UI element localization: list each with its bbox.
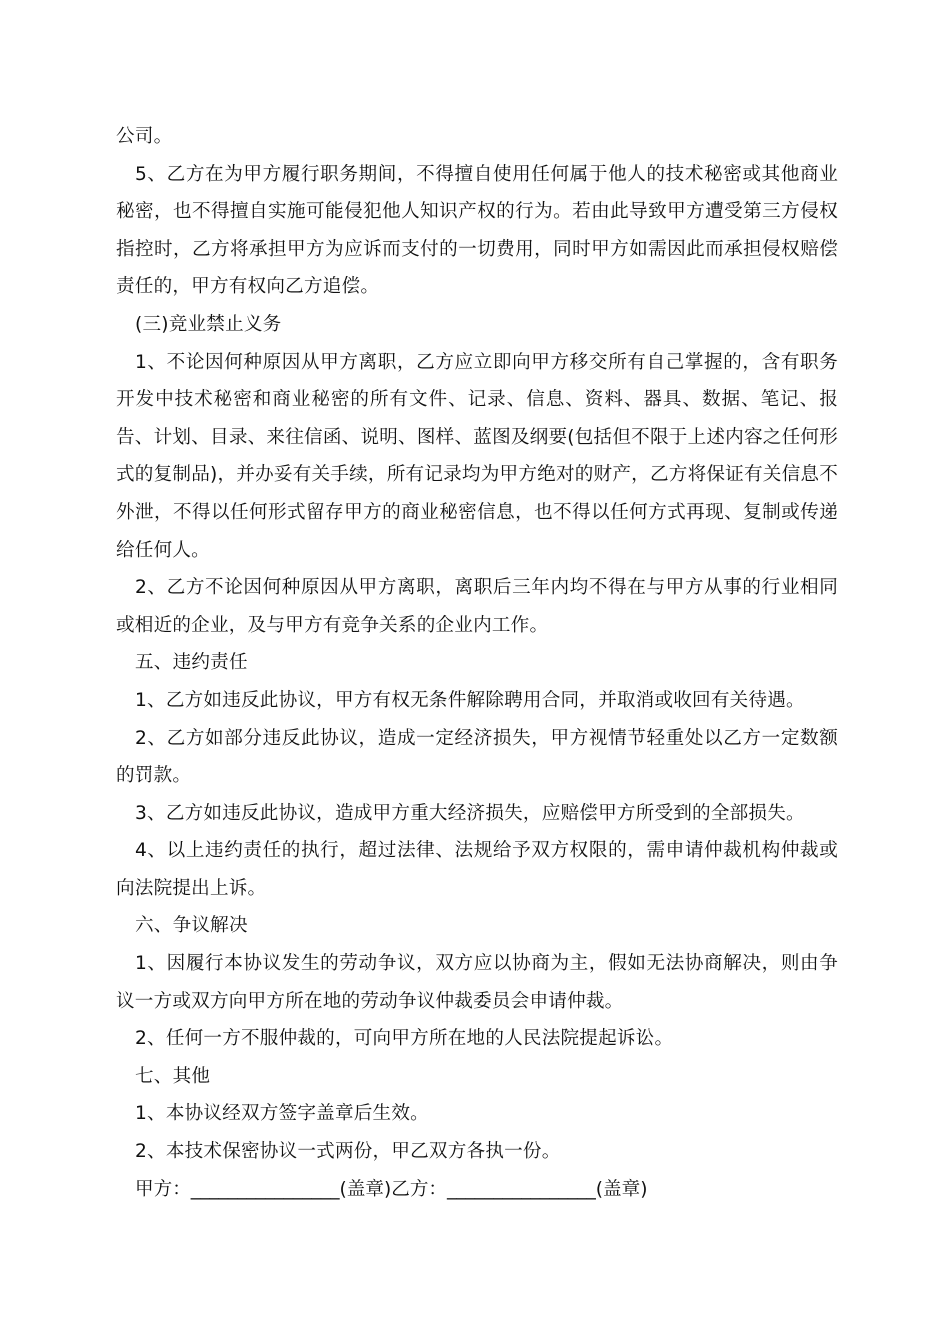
- paragraph-dispute-2: 2、任何一方不服仲裁的，可向甲方所在地的人民法院提起诉讼。: [135, 1028, 674, 1050]
- heading-breach-liability: 五、违约责任: [135, 652, 248, 674]
- heading-other: 七、其他: [135, 1065, 211, 1087]
- paragraph-breach-2: 2、乙方如部分违反此协议，造成一定经济损失，甲方视情节轻重处以乙方一定数额的罚款。: [116, 727, 838, 787]
- paragraph-dispute-1: 1、因履行本协议发生的劳动争议，双方应以协商为主，假如无法协商解决，则由争议一方或双方向甲方所在地的劳动争议仲裁委员会申请仲裁。: [116, 953, 838, 1012]
- document-body: [116, 118, 838, 1208]
- paragraph-non-compete-2: 2、乙方不论因何种原因从甲方离职，离职后三年内均不得在与甲方从事的行业相同或相近的企业，及与甲方有竞争关系的企业内工作。: [116, 577, 838, 636]
- paragraph-non-compete-1: 1、不论因何种原因从甲方离职，乙方应立即向甲方移交所有自己掌握的，含有职务开发中技术秘密和商业秘密的所有文件、记录、信息、资料、器具、数据、笔记、报告、计划、目录、来往信函、说明、图样、蓝图及纲要(包括但不限于上述内容之任何形式的复制品)，并办妥有关手续，所有记录均为甲方绝对的财产，乙方将保证有关信息不外泄，不得以任何形式留存甲方的商业秘密信息，也不得以任何方式再现、复制或传递给任何人。: [116, 351, 838, 561]
- paragraph-other-1: 1、本协议经双方签字盖章后生效。: [135, 1103, 429, 1125]
- paragraph-other-2: 2、本技术保密协议一式两份，甲乙双方各执一份。: [135, 1141, 561, 1163]
- paragraph-clause-5: 5、乙方在为甲方履行职务期间，不得擅自使用任何属于他人的技术秘密或其他商业秘密，也不得擅自实施可能侵犯他人知识产权的行为。若由此导致甲方遭受第三方侵权指控时，乙方将承担甲方为应诉而支付的一切费用，同时甲方如需因此而承担侵权赔偿责任的，甲方有权向乙方追偿。: [116, 163, 838, 298]
- paragraph-breach-1: 1、乙方如违反此协议，甲方有权无条件解除聘用合同，并取消或收回有关待遇。: [135, 689, 805, 711]
- paragraph-breach-3: 3、乙方如违反此协议，造成甲方重大经济损失，应赔偿甲方所受到的全部损失。: [135, 802, 805, 824]
- paragraph-breach-4: 4、以上违约责任的执行，超过法律、法规给予双方权限的，需申请仲裁机构仲裁或向法院提出上诉。: [116, 840, 838, 899]
- signature-line: 甲方：________________(盖章)乙方：________________(盖章): [135, 1178, 648, 1200]
- heading-non-compete: (三)竞业禁止义务: [135, 313, 282, 335]
- paragraph-company-end: 公司。: [116, 126, 173, 147]
- heading-dispute-resolution: 六、争议解决: [135, 915, 248, 937]
